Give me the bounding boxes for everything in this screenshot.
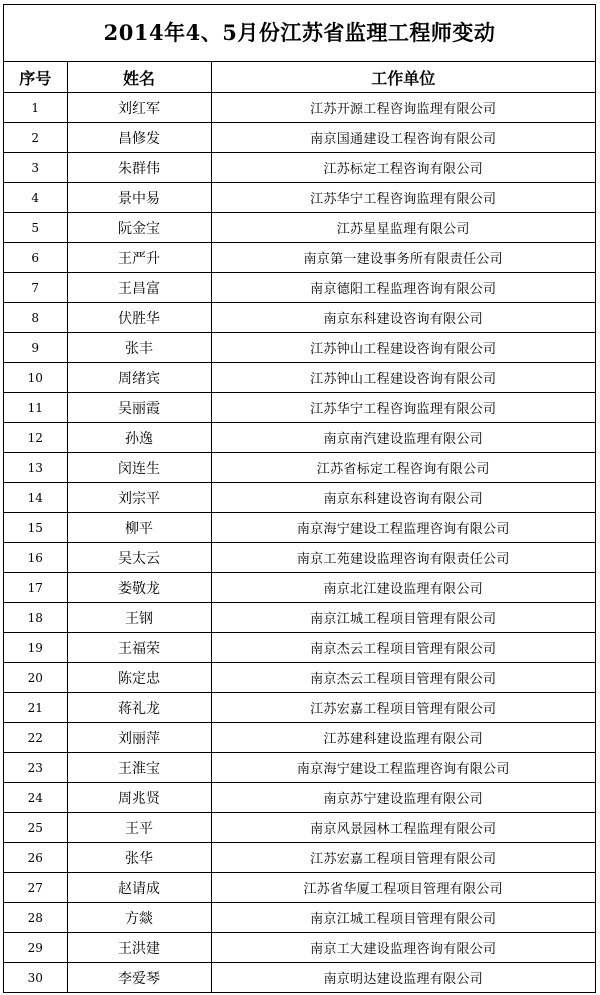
person-name: 赵请成 — [67, 873, 211, 903]
person-name: 王淮宝 — [67, 753, 211, 783]
row-number: 22 — [4, 723, 67, 753]
table-row — [4, 183, 595, 213]
row-number: 14 — [4, 483, 67, 513]
person-name: 刘红军 — [67, 93, 211, 123]
row-number: 11 — [4, 393, 67, 423]
table-row — [4, 603, 595, 633]
person-name: 王昌富 — [67, 273, 211, 303]
person-name: 娄敬龙 — [67, 573, 211, 603]
table-row — [4, 153, 595, 183]
person-name: 柳平 — [67, 513, 211, 543]
row-number: 7 — [4, 273, 67, 303]
person-name: 刘丽萍 — [67, 723, 211, 753]
row-number: 28 — [4, 903, 67, 933]
row-number: 10 — [4, 363, 67, 393]
person-name: 闵连生 — [67, 453, 211, 483]
table-row — [4, 813, 595, 843]
work-unit: 南京南汽建设监理有限公司 — [211, 423, 595, 453]
work-unit: 江苏建科建设监理有限公司 — [211, 723, 595, 753]
table-row — [4, 333, 595, 363]
row-number: 6 — [4, 243, 67, 273]
person-name: 方燚 — [67, 903, 211, 933]
work-unit: 江苏华宁工程咨询监理有限公司 — [211, 183, 595, 213]
work-unit: 南京德阳工程监理咨询有限公司 — [211, 273, 595, 303]
row-number: 29 — [4, 933, 67, 963]
row-number: 23 — [4, 753, 67, 783]
row-number: 20 — [4, 663, 67, 693]
person-name: 张华 — [67, 843, 211, 873]
table-row — [4, 963, 595, 993]
work-unit: 南京杰云工程项目管理有限公司 — [211, 633, 595, 663]
table-row — [4, 933, 595, 963]
table-row — [4, 633, 595, 663]
work-unit: 江苏钟山工程建设咨询有限公司 — [211, 333, 595, 363]
work-unit: 南京杰云工程项目管理有限公司 — [211, 663, 595, 693]
person-name: 王平 — [67, 813, 211, 843]
row-number: 16 — [4, 543, 67, 573]
work-unit: 南京江城工程项目管理有限公司 — [211, 603, 595, 633]
work-unit: 江苏宏嘉工程项目管理有限公司 — [211, 843, 595, 873]
row-number: 21 — [4, 693, 67, 723]
table-row — [4, 273, 595, 303]
person-name: 王钢 — [67, 603, 211, 633]
work-unit: 江苏华宁工程咨询监理有限公司 — [211, 393, 595, 423]
work-unit: 南京东科建设咨询有限公司 — [211, 483, 595, 513]
person-name: 景中易 — [67, 183, 211, 213]
work-unit: 南京江城工程项目管理有限公司 — [211, 903, 595, 933]
person-name: 阮金宝 — [67, 213, 211, 243]
person-name: 朱群伟 — [67, 153, 211, 183]
row-number: 19 — [4, 633, 67, 663]
table-row — [4, 753, 595, 783]
person-name: 吴丽霞 — [67, 393, 211, 423]
roster-sheet — [3, 4, 596, 993]
work-unit: 江苏省标定工程咨询有限公司 — [211, 453, 595, 483]
work-unit: 江苏省华厦工程项目管理有限公司 — [211, 873, 595, 903]
column-header-no: 序号 — [4, 62, 67, 93]
row-number: 2 — [4, 123, 67, 153]
table-row — [4, 213, 595, 243]
table-row — [4, 513, 595, 543]
person-name: 王严升 — [67, 243, 211, 273]
work-unit: 南京第一建设事务所有限责任公司 — [211, 243, 595, 273]
work-unit: 江苏宏嘉工程项目管理有限公司 — [211, 693, 595, 723]
work-unit: 南京国通建设工程咨询有限公司 — [211, 123, 595, 153]
table-row — [4, 93, 595, 123]
row-number: 18 — [4, 603, 67, 633]
row-number: 17 — [4, 573, 67, 603]
work-unit: 南京北江建设监理有限公司 — [211, 573, 595, 603]
page-title: 2014年4、5月份江苏省监理工程师变动 — [4, 5, 595, 62]
roster-table — [4, 62, 595, 992]
table-row — [4, 543, 595, 573]
row-number: 4 — [4, 183, 67, 213]
row-number: 27 — [4, 873, 67, 903]
person-name: 孙逸 — [67, 423, 211, 453]
table-row — [4, 303, 595, 333]
person-name: 吴太云 — [67, 543, 211, 573]
column-header-org: 工作单位 — [211, 62, 595, 93]
work-unit: 南京海宁建设工程监理咨询有限公司 — [211, 753, 595, 783]
work-unit: 南京明达建设监理有限公司 — [323, 972, 484, 987]
person-name: 刘宗平 — [67, 483, 211, 513]
table-row — [4, 423, 595, 453]
table-row — [4, 573, 595, 603]
table-row — [4, 723, 595, 753]
person-name: 王福荣 — [67, 633, 211, 663]
row-number: 8 — [4, 303, 67, 333]
table-row — [4, 393, 595, 423]
row-number: 5 — [4, 213, 67, 243]
work-unit: 南京海宁建设工程监理咨询有限公司 — [211, 513, 595, 543]
table-row — [4, 123, 595, 153]
work-unit: 江苏钟山工程建设咨询有限公司 — [211, 363, 595, 393]
table-row — [4, 453, 595, 483]
row-number: 13 — [4, 453, 67, 483]
table-row — [4, 693, 595, 723]
row-number: 12 — [4, 423, 67, 453]
table-row — [4, 873, 595, 903]
work-unit: 南京工苑建设监理咨询有限责任公司 — [211, 543, 595, 573]
work-unit: 江苏标定工程咨询有限公司 — [211, 153, 595, 183]
person-name: 李爱琴 — [67, 963, 211, 993]
table-row — [4, 483, 595, 513]
person-name: 周兆贤 — [67, 783, 211, 813]
table-row — [4, 843, 595, 873]
table-row — [4, 363, 595, 393]
work-unit: 江苏开源工程咨询监理有限公司 — [211, 93, 595, 123]
column-header-name: 姓名 — [67, 62, 211, 93]
table-row — [4, 783, 595, 813]
row-number: 25 — [4, 813, 67, 843]
row-number: 9 — [4, 333, 67, 363]
row-number: 3 — [4, 153, 67, 183]
work-unit: 南京苏宁建设监理有限公司 — [211, 783, 595, 813]
row-number: 1 — [4, 93, 67, 123]
work-unit: 南京风景园林工程监理有限公司 — [211, 813, 595, 843]
table-row — [4, 663, 595, 693]
person-name: 周绪宾 — [67, 363, 211, 393]
work-unit: 南京东科建设咨询有限公司 — [211, 303, 595, 333]
row-number: 24 — [4, 783, 67, 813]
person-name: 伏胜华 — [67, 303, 211, 333]
person-name: 王洪建 — [67, 933, 211, 963]
table-row — [4, 243, 595, 273]
person-name: 蒋礼龙 — [67, 693, 211, 723]
table-row — [4, 903, 595, 933]
table-header-row — [4, 62, 595, 93]
person-name: 陈定忠 — [67, 663, 211, 693]
work-unit: 江苏星星监理有限公司 — [211, 213, 595, 243]
row-number: 26 — [4, 843, 67, 873]
row-number: 15 — [4, 513, 67, 543]
person-name: 张丰 — [67, 333, 211, 363]
work-unit: 南京工大建设监理咨询有限公司 — [211, 933, 595, 963]
person-name: 昌修发 — [67, 123, 211, 153]
row-number: 30 — [4, 963, 67, 993]
